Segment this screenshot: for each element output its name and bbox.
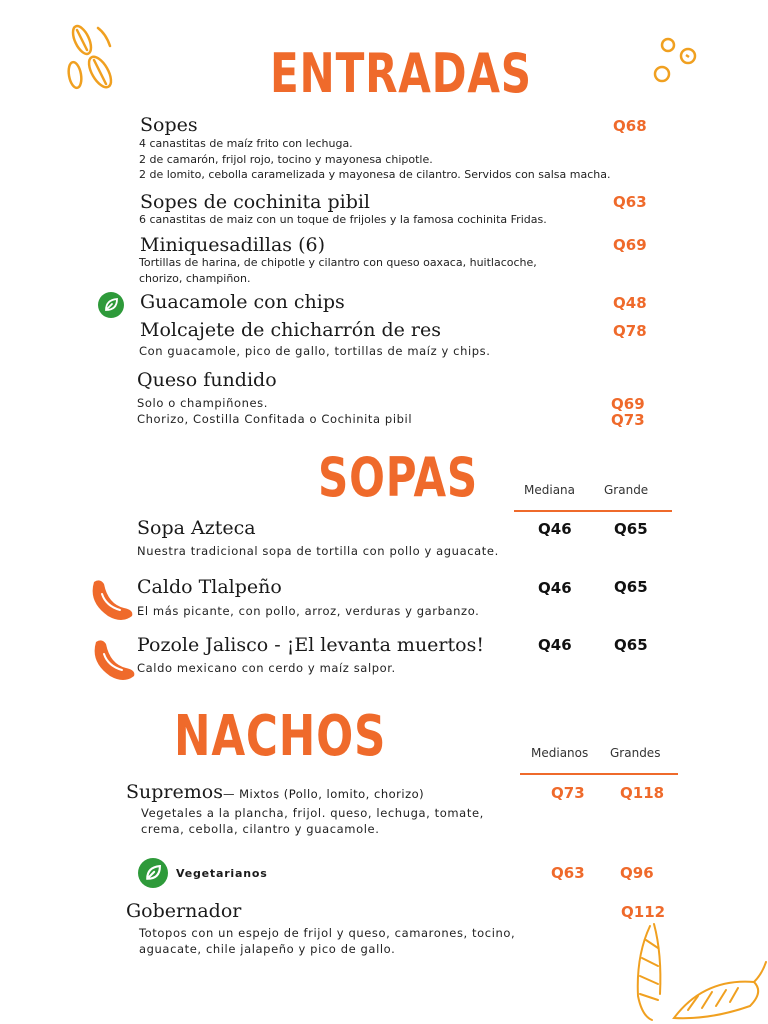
item-price-grande: Q65 bbox=[614, 636, 648, 654]
column-header-medianos: Medianos bbox=[531, 746, 589, 760]
item-price-grande: Q65 bbox=[614, 578, 648, 596]
item-subtitle: — Mixtos (Pollo, lomito, chorizo) bbox=[222, 787, 425, 801]
item-price-grande: Q118 bbox=[620, 784, 665, 802]
column-header-grandes: Grandes bbox=[610, 746, 661, 760]
chili-pepper-icon bbox=[88, 636, 136, 682]
vegetarian-leaf-icon bbox=[98, 292, 124, 318]
item-description: Solo o champiñones. Chorizo, Costilla Confitada o Cochinita pibil bbox=[137, 396, 413, 426]
item-price-grande: Q65 bbox=[614, 520, 648, 538]
corn-doodle-icon bbox=[618, 918, 768, 1024]
item-description: 4 canastitas de maíz frito con lechuga. 2 de camarón, frijol rojo, tocino y mayonesa chipotle. 2 de lomito, cebolla caramelizada y mayonesa de cilantro. Servidos con salsa macha. bbox=[139, 137, 611, 181]
item-description: Tortillas de harina, de chipotle y cilantro con queso oaxaca, huitlacoche, chorizo, champiñon. bbox=[139, 256, 537, 285]
item-price-mediana: Q46 bbox=[538, 636, 572, 654]
item-name: Sopes bbox=[140, 114, 198, 136]
item-price-grande: Q112 bbox=[621, 903, 666, 921]
item-description: Vegetales a la plancha, frijol. queso, lechuga, tomate, crema, cebolla, cilantro y guacamole. bbox=[141, 806, 484, 836]
item-price: Q63 bbox=[613, 193, 647, 211]
item-price: Q73 bbox=[611, 411, 645, 429]
item-price-mediano: Q73 bbox=[551, 784, 585, 802]
seeds-doodle-icon bbox=[60, 20, 120, 105]
item-name: Molcajete de chicharrón de res bbox=[140, 319, 442, 341]
item-name: Gobernador bbox=[126, 900, 242, 922]
column-header-grande: Grande bbox=[604, 483, 649, 497]
item-price-mediana: Q46 bbox=[538, 579, 572, 597]
item-name: Queso fundido bbox=[137, 369, 277, 391]
item-price: Q69 bbox=[613, 236, 647, 254]
item-price: Q78 bbox=[613, 322, 647, 340]
beans-doodle-icon bbox=[648, 36, 708, 86]
section-title-sopas: SOPAS bbox=[318, 446, 478, 509]
item-price: Q48 bbox=[613, 294, 647, 312]
column-header-mediana: Mediana bbox=[524, 483, 575, 497]
item-description: 6 canastitas de maiz con un toque de frijoles y la famosa cochinita Fridas. bbox=[139, 213, 547, 226]
item-description: Con guacamole, pico de gallo, tortillas de maíz y chips. bbox=[139, 344, 491, 358]
item-price-grande: Q96 bbox=[620, 864, 654, 882]
header-divider bbox=[514, 510, 672, 512]
item-description: Nuestra tradicional sopa de tortilla con pollo y aguacate. bbox=[137, 544, 499, 558]
item-description: El más picante, con pollo, arroz, verduras y garbanzo. bbox=[137, 604, 480, 618]
item-name: Caldo Tlalpeño bbox=[137, 576, 282, 598]
item-price: Q68 bbox=[613, 117, 647, 135]
item-name: Sopa Azteca bbox=[137, 517, 256, 539]
item-name: Pozole Jalisco - ¡El levanta muertos! bbox=[137, 634, 484, 656]
item-name: Supremos— Mixtos (Pollo, lomito, chorizo) bbox=[126, 781, 425, 803]
item-description: Totopos con un espejo de frijol y queso, camarones, tocino, aguacate, chile jalapeño y pico de gallo. bbox=[139, 926, 516, 956]
header-divider bbox=[520, 773, 678, 775]
chili-pepper-icon bbox=[86, 576, 134, 622]
item-description: Caldo mexicano con cerdo y maíz salpor. bbox=[137, 661, 396, 675]
section-title-nachos: NACHOS bbox=[174, 704, 387, 769]
item-name: Sopes de cochinita pibil bbox=[140, 191, 371, 213]
item-price-mediano: Q63 bbox=[551, 864, 585, 882]
item-name: Guacamole con chips bbox=[140, 291, 345, 313]
item-price-mediana: Q46 bbox=[538, 520, 572, 538]
section-title-entradas: ENTRADAS bbox=[270, 42, 532, 105]
vegetarian-leaf-icon bbox=[138, 858, 168, 888]
item-name: Miniquesadillas (6) bbox=[140, 234, 325, 256]
item-price: Q69 bbox=[611, 395, 645, 413]
item-name-vegetarianos: Vegetarianos bbox=[176, 867, 268, 880]
